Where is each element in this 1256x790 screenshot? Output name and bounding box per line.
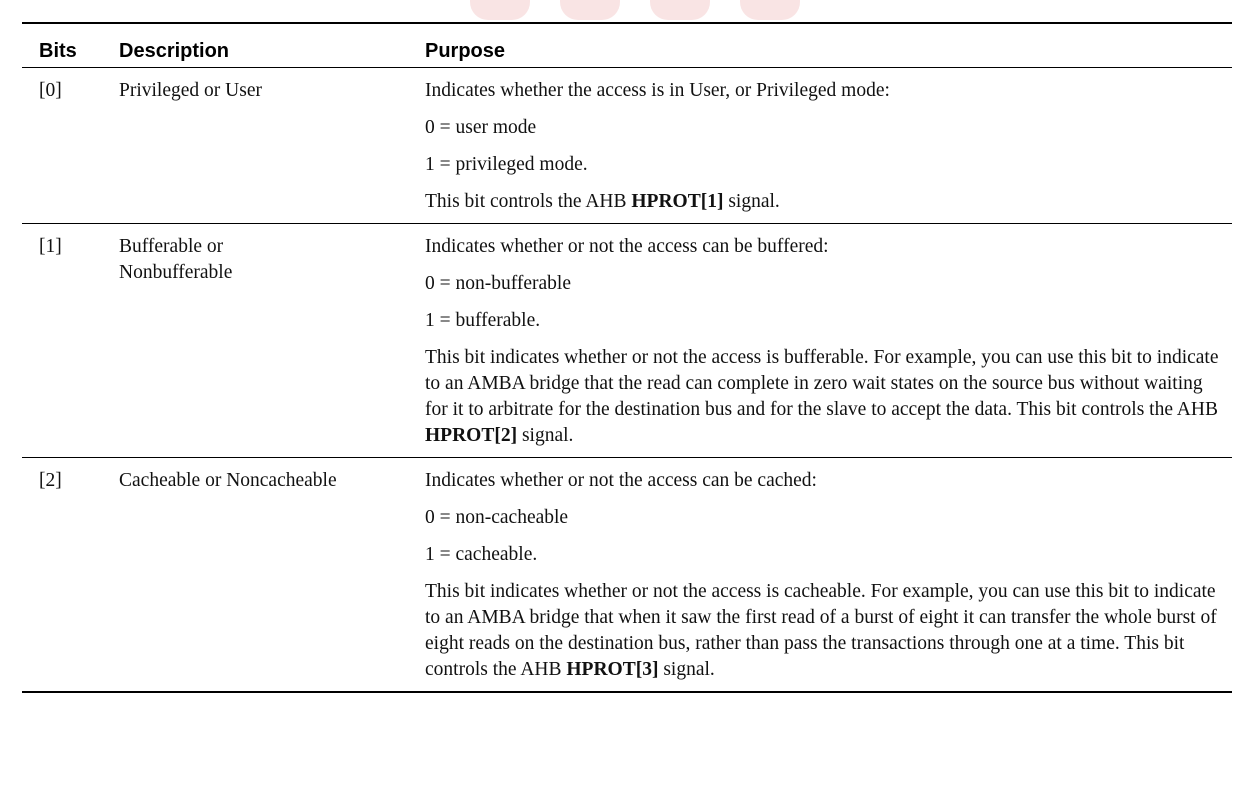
purpose-intro: Indicates whether or not the access can be cached: (425, 469, 817, 491)
cell-purpose (423, 223, 1232, 457)
watermark-fragment (0, 0, 1256, 24)
value-zero: 0 = user mode (425, 116, 537, 138)
table-header-row (22, 23, 1232, 67)
cell-bits: [1] (22, 223, 117, 457)
purpose-detail (425, 345, 1228, 449)
signal-name: HPROT[2] (425, 424, 518, 446)
signal-name: HPROT[1] (631, 190, 724, 212)
value-one: 1 = cacheable. (425, 543, 538, 565)
table-row (22, 223, 1232, 457)
value-zero: 0 = non-cacheable (425, 506, 569, 528)
description-line: Bufferable or (119, 235, 224, 257)
detail-suffix: signal. (723, 190, 780, 212)
value-one: 1 = privileged mode. (425, 153, 588, 175)
detail-suffix: signal. (517, 424, 574, 446)
detail-suffix: signal. (658, 658, 715, 680)
detail-text: This bit indicates whether or not the access is cacheable. For example, you can use this bit to indicate to an AMBA bridge that when it saw the first read of a burst of eight it can transfer the whole burst of eight reads on the destination bus, rather than pass the transactions through one at a time. This bit controls the AHB (425, 580, 1217, 680)
header-purpose: Purpose (423, 23, 1232, 67)
value-zero: 0 = non-bufferable (425, 272, 572, 294)
cell-description (117, 223, 423, 457)
signal-name: HPROT[3] (566, 658, 659, 680)
description-line: Nonbufferable (119, 261, 233, 283)
hprot-bits-table (22, 23, 1232, 693)
detail-text: This bit controls the AHB (425, 190, 632, 212)
cell-description: Privileged or User (117, 67, 423, 223)
header-bits: Bits (22, 23, 117, 67)
cell-description: Cacheable or Noncacheable (117, 457, 423, 692)
cell-bits: [0] (22, 67, 117, 223)
table-row (22, 457, 1232, 692)
table-row (22, 67, 1232, 223)
cell-purpose (423, 457, 1232, 692)
detail-text: This bit indicates whether or not the access is bufferable. For example, you can use this bit to indicate to an AMBA bridge that the read can complete in zero wait states on the source bus without waiting for it to arbitrate for the destination bus and for the slave to accept the data. This bit controls the AHB (425, 346, 1219, 420)
header-description: Description (117, 23, 423, 67)
purpose-detail (425, 579, 1228, 683)
purpose-detail (425, 189, 1228, 215)
cell-bits: [2] (22, 457, 117, 692)
purpose-intro: Indicates whether or not the access can be buffered: (425, 235, 829, 257)
value-one: 1 = bufferable. (425, 309, 541, 331)
cell-purpose (423, 67, 1232, 223)
purpose-intro: Indicates whether the access is in User, or Privileged mode: (425, 79, 890, 101)
